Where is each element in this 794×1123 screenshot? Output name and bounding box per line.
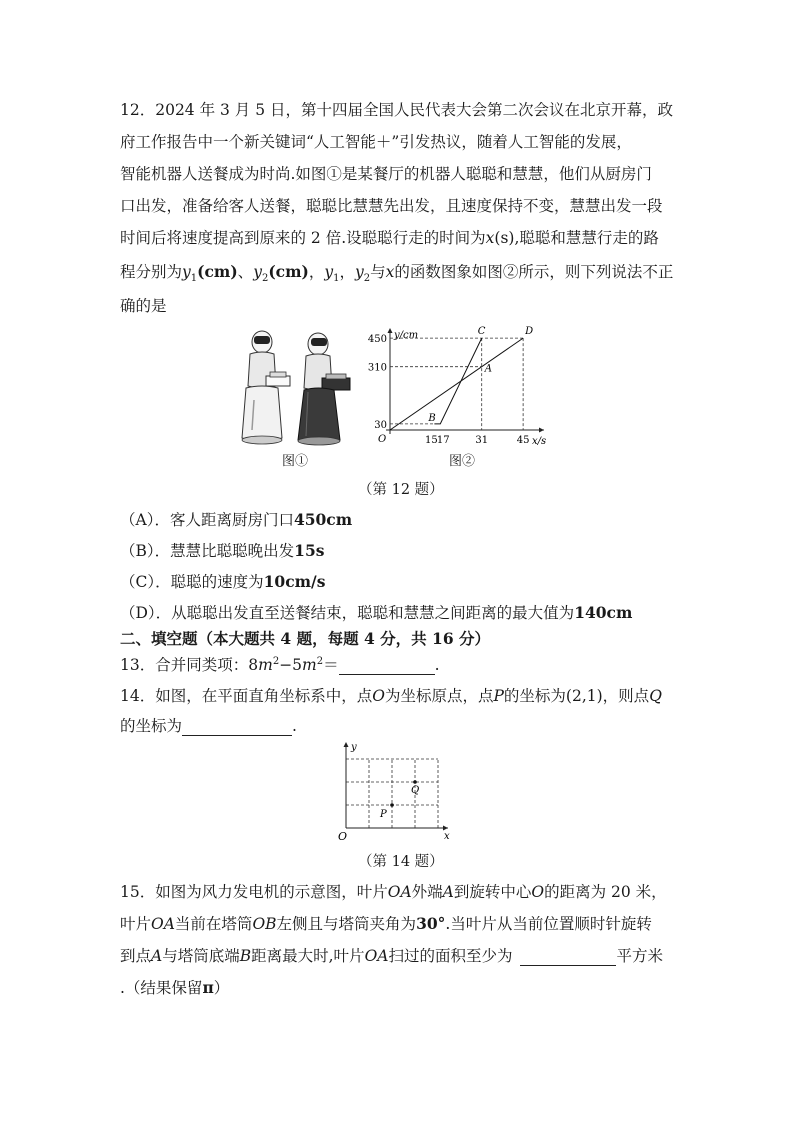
q15-text-h: .当叶片从当前位置顺时针旋转 [445,915,652,933]
option-b-label: （B）．慧慧比聪聪晚出发 [120,542,295,560]
q12-line-5-text-b: ,聪聪和慧慧行走的路 [514,229,659,247]
q15-line-4 [120,976,229,998]
x-tick-15: 15 [425,435,438,446]
sub-1-b: 1 [333,273,340,285]
x-axis-arrow-icon [539,428,544,433]
q14-answer-blank[interactable] [182,717,292,736]
y-tick-30: 30 [374,419,387,431]
option-b-value: 15s [294,541,325,560]
sub-1: 1 [190,273,198,285]
q15-text-a: 15．如图为风力发电机的示意图，叶片 [120,883,388,901]
option-a[interactable] [120,508,352,530]
option-a-value: 450cm [293,510,353,529]
q15-var-a-b: A [151,947,163,965]
q12-line-6-text-c: 的函数图象如图②所示，则下列说法不正 [394,263,674,281]
var-y2: y [253,263,262,281]
point-p-label: P [380,809,387,820]
q15-var-a: A [442,883,454,901]
x-tick-45: 45 [516,435,530,446]
point-q-dot [413,780,417,784]
q13-answer-blank[interactable] [339,656,435,675]
section-2-heading: 二、填空题（本大题共 4 题，每题 4 分，共 16 分） [120,629,491,648]
y-axis-arrow-icon [388,328,393,333]
option-c-label: （C）．聪聪的速度为 [120,573,264,591]
x-tick-17: 17 [436,435,450,446]
q13-eq: ＝ [323,656,339,674]
q15-text-f: 当前在塔筒 [174,915,253,933]
q12-line-5-text-a: 时间后将速度提高到原来的 2 倍.设聪聪行走的时间为 [120,229,486,247]
q12-line-5 [120,226,659,248]
grid-y-arrow-icon [344,742,349,747]
q13-exp-b: 2 [316,655,324,667]
q15-var-o: O [531,883,545,901]
robots-figure [236,330,356,448]
q14-text-e: 的坐标为 [120,717,183,735]
distance-time-chart [360,326,560,450]
robot-congcong-icon [242,331,290,444]
origin-label: O [378,434,387,445]
option-c[interactable] [120,570,325,592]
sub-2: 2 [261,273,269,285]
q15-text-c: 到旋转中心 [453,883,532,901]
q15-var-ob: OB [252,915,277,933]
q13-minus-coef: −5 [279,656,303,674]
q14-line-1 [120,684,662,706]
sep: 、 [237,263,254,281]
q15-line-2 [120,912,652,934]
point-C: C [477,326,486,338]
q15-text-o: ） [213,979,230,997]
point-A: A [484,363,492,375]
q15-text-j: 与塔筒底端 [162,947,240,965]
grid-x-arrow-icon [443,826,448,831]
option-c-value: 10cm/s [263,572,326,591]
point-p-dot [390,803,394,807]
q13-var-m-b: m [302,656,317,674]
q15-text-b: 外端 [411,883,443,901]
q14-coord: (2,1) [565,687,603,705]
q15-answer-blank[interactable] [520,947,616,966]
x-axis-label: x/s [532,436,547,447]
q13-text: 13．合并同类项： [120,656,249,674]
point-D: D [525,326,534,338]
grid-x-label: x [444,831,450,842]
q14-var-p: P [493,687,504,705]
y-tick-310: 310 [367,362,387,374]
q12-line-6 [120,260,673,284]
q12-line-1: 12．2024 年 3 月 5 日，第十四届全国人民代表大会第二次会议在北京开幕，政 [120,101,674,119]
unit-s: (s) [494,229,515,247]
q15-pi: π [202,978,214,997]
q12-line-3: 智能机器人送餐成为时尚.如图①是某餐厅的机器人聪聪和慧慧，他们从厨房门 [120,165,652,183]
grid-origin-label: O [338,830,348,843]
q14-text-b: 为坐标原点，点 [384,687,494,705]
q14-text-d: ，则点 [602,687,650,705]
fig1-caption: 图① [282,454,309,469]
q15-text-e: 叶片 [120,915,152,933]
q15-text-k: 距离最大时,叶片 [251,947,365,965]
option-a-label: （A）．客人距离厨房门口 [120,511,294,529]
q12-line-4: 口出发，准备给客人送餐，聪聪比慧慧先出发，且速度保持不变，慧慧出发一段 [120,197,663,215]
comma: ， [308,263,325,281]
q15-text-g: 左侧且与塔筒夹角为 [276,915,417,933]
q12-line-6-text-a: 程分别为 [120,263,183,281]
q14-text-c: 的坐标为 [503,687,566,705]
q15-angle: 30° [416,914,446,933]
q15-var-oa-b: OA [151,915,175,933]
sub-2-b: 2 [363,273,371,285]
q14-var-o: O [372,687,385,705]
comma-b: ， [339,263,356,281]
q13 [120,653,440,675]
q12-line-6-text-b: 与 [370,263,386,281]
var-y1-b: y [324,263,334,281]
series-y2 [434,338,481,424]
q14-end: . [292,717,297,735]
robot-huihui-icon [298,333,350,445]
q12-fig-caption: （第 12 题） [358,482,444,498]
var-y1: y [182,263,191,281]
q15-text-l: 扫过的面积至少为 [388,947,513,965]
unit-cm-2: (cm) [268,262,309,281]
q15-line-3 [120,944,663,966]
q14-fig-caption: （第 14 题） [358,854,444,870]
q14-line-2 [120,714,297,736]
fig2-caption: 图② [449,454,476,469]
q14-var-q: Q [649,687,662,705]
q12-line-2: 府工作报告中一个新关键词“人工智能＋”引发热议，随着人工智能的发展， [120,133,632,151]
x-tick-31: 31 [475,435,489,446]
option-d[interactable] [120,601,632,623]
q15-text-m: 平方米 [616,947,663,965]
y-tick-450: 450 [367,334,387,346]
option-b[interactable] [120,539,324,561]
q15-text-d: 的距离为 20 米， [544,883,667,901]
option-d-label: （D）．从聪聪出发直至送餐结束，聪聪和慧慧之间距离的最大值为 [120,604,575,622]
q15-line-1 [120,880,667,902]
q15-text-i: 到点 [120,947,152,965]
q12-line-7: 确的是 [120,297,167,315]
q13-coef-a: 8 [248,656,259,674]
q15-var-b: B [239,947,252,965]
var-x: x [485,229,495,247]
q13-end: . [434,656,440,674]
y-axis-label: y/cm [394,330,419,341]
var-x-b: x [385,263,395,281]
point-q-label: Q [411,785,420,796]
q13-exp: 2 [272,655,280,667]
q15-text-n: .（结果保留 [120,979,203,997]
q15-var-oa-c: OA [364,947,389,965]
series-y1 [390,338,523,430]
q13-var-m: m [258,656,273,674]
q14-text-a: 14．如图，在平面直角坐标系中，点 [120,687,373,705]
grid-y-label: y [351,742,357,753]
option-d-value: 140cm [574,603,633,622]
var-y2-b: y [355,263,364,281]
point-B: B [428,412,436,424]
coordinate-grid-figure [336,738,456,844]
unit-cm-1: (cm) [197,262,238,281]
q15-var-oa: OA [387,883,412,901]
